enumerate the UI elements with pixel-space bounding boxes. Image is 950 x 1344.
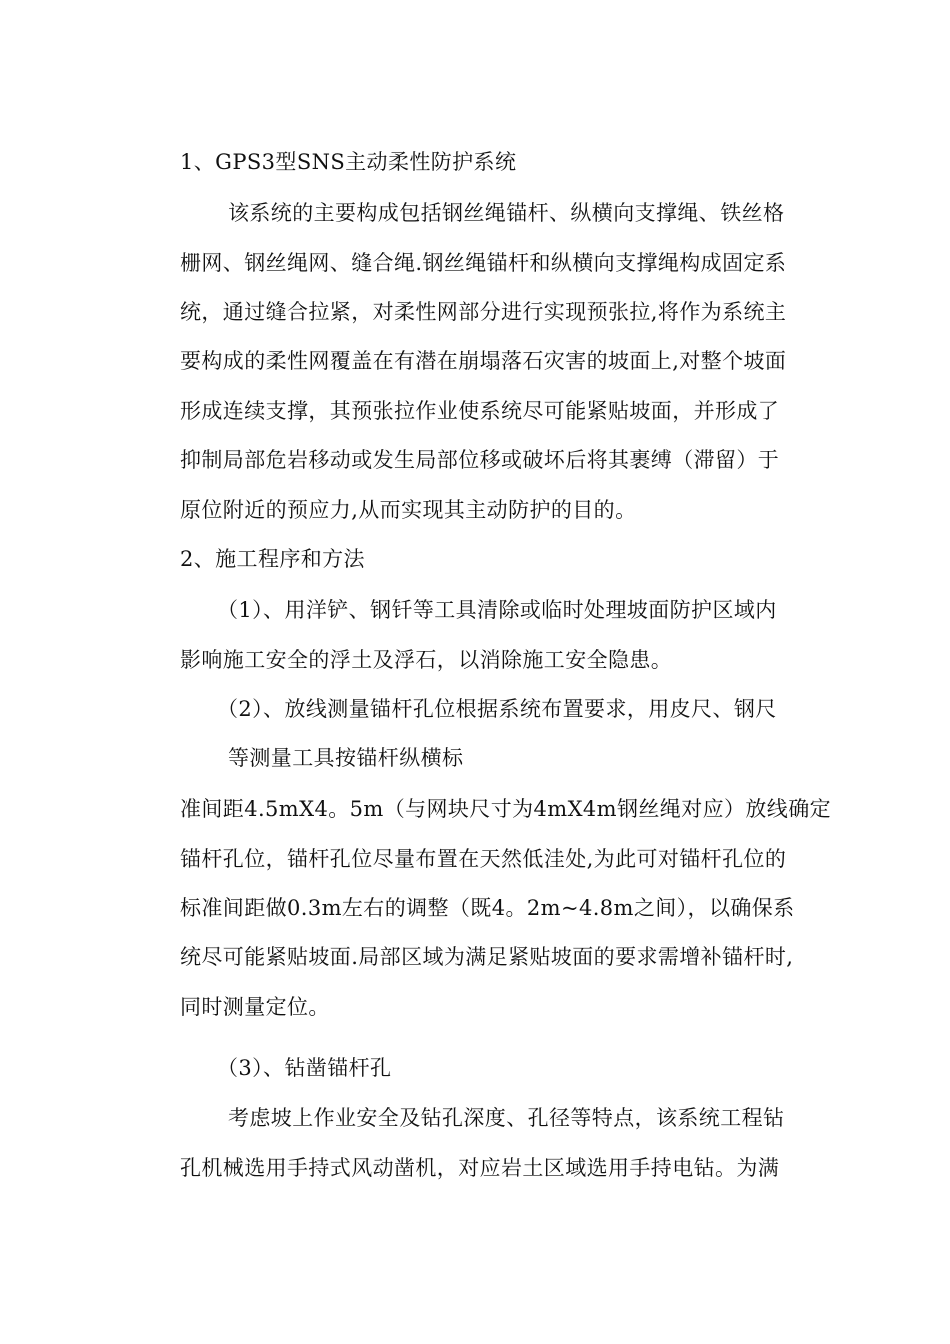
- paragraph-line: 抑制局部危岩移动或发生局部位移或破坏后将其裹缚（滞留）于: [180, 448, 780, 472]
- paragraph-line: 形成连续支撑，其预张拉作业使系统尽可能紧贴坡面，并形成了: [180, 399, 780, 423]
- paragraph-line: 考虑坡上作业安全及钻孔深度、孔径等特点，该系统工程钻: [228, 1106, 785, 1130]
- paragraph-line: 影响施工安全的浮土及浮石，以消除施工安全隐患。: [180, 648, 673, 672]
- paragraph-line: 栅网、钢丝绳网、缝合绳.钢丝绳锚杆和纵横向支撑绳构成固定系: [180, 251, 787, 275]
- paragraph-line: 标准间距做0.3m左右的调整（既4。2m~4.8m之间），以确保系: [180, 896, 795, 920]
- paragraph-line: 要构成的柔性网覆盖在有潜在崩塌落石灾害的坡面上,对整个坡面: [180, 349, 787, 373]
- paragraph-line: （1）、用洋铲、钢钎等工具清除或临时处理坡面防护区域内: [217, 598, 777, 622]
- paragraph-line: 同时测量定位。: [180, 995, 330, 1019]
- paragraph-line: 统，通过缝合拉紧，对柔性网部分进行实现预张拉,将作为系统主: [180, 300, 787, 324]
- paragraph-line: 锚杆孔位，锚杆孔位尽量布置在天然低洼处,为此可对锚杆孔位的: [180, 847, 787, 871]
- paragraph-line: 原位附近的预应力,从而实现其主动防护的目的。: [180, 498, 637, 522]
- paragraph-line: 该系统的主要构成包括钢丝绳锚杆、纵横向支撑绳、铁丝格: [228, 201, 785, 225]
- paragraph-line: （2）、放线测量锚杆孔位根据系统布置要求，用皮尺、钢尺: [217, 697, 777, 721]
- heading-section-2: 2、施工程序和方法: [180, 547, 365, 571]
- heading-subsection-3: （3）、钻凿锚杆孔: [217, 1056, 392, 1080]
- paragraph-line: 等测量工具按锚杆纵横标: [228, 746, 464, 770]
- paragraph-line: 准间距4.5mX4。5m（与网块尺寸为4mX4m钢丝绳对应）放线确定: [180, 797, 831, 821]
- paragraph-line: 孔机械选用手持式风动凿机，对应岩土区域选用手持电钻。为满: [180, 1156, 780, 1180]
- paragraph-line: 统尽可能紧贴坡面.局部区域为满足紧贴坡面的要求需增补锚杆时,: [180, 945, 794, 969]
- heading-section-1: 1、GPS3型SNS主动柔性防护系统: [180, 150, 517, 174]
